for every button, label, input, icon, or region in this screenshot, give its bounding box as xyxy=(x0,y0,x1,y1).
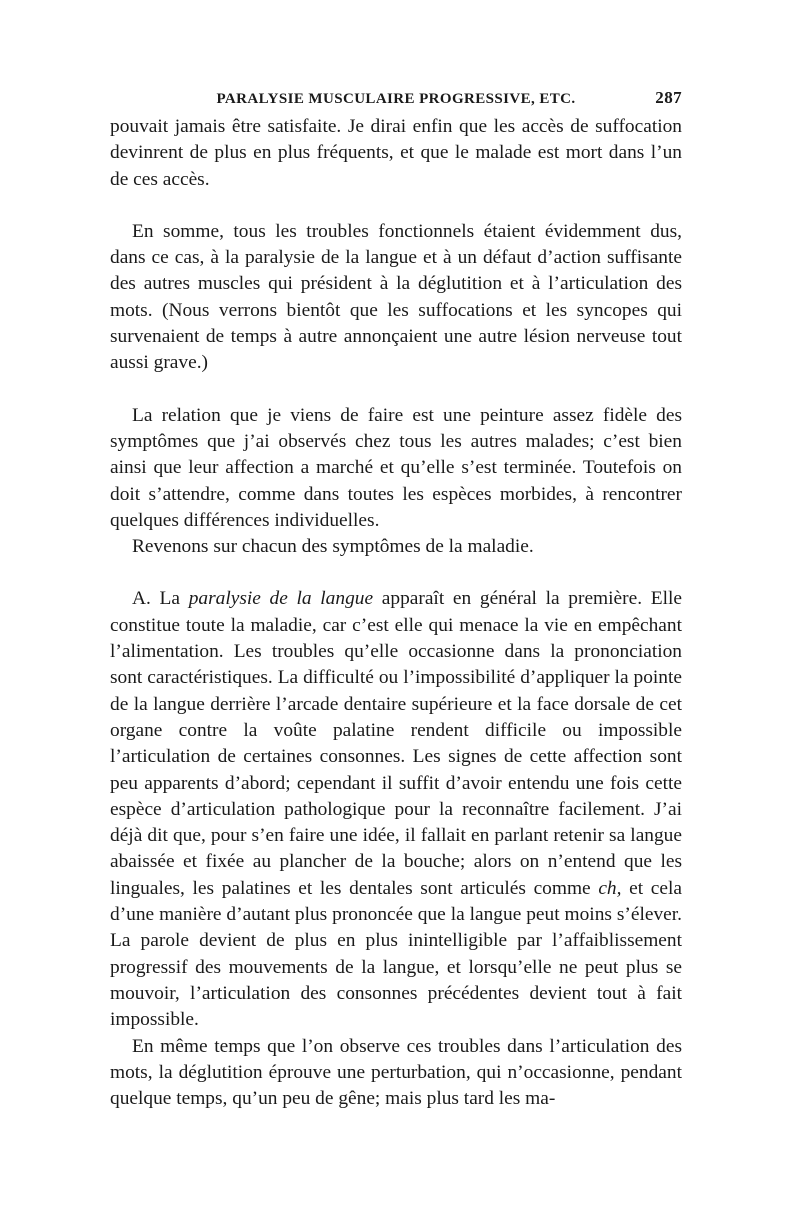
italic-ch: ch, xyxy=(598,877,622,899)
section-label: A. xyxy=(132,588,151,610)
paragraph-tongue-paralysis xyxy=(110,586,682,1033)
paragraph-revenons: Revenons sur chacun des symptômes de la maladie. xyxy=(132,536,534,558)
paragraph-end: et cela d’une manière d’autant plus prononcée que la langue peut moins s’élever. La parole devient de plus en plus inintelligible par l’affaiblissement progressif des mouvements de la langue, et lorsqu’elle ne peut plus se mouvoir, l’articulation des consonnes précédentes devient tout à fait impossible. xyxy=(110,877,682,1031)
running-title: PARALYSIE MUSCULAIRE PROGRESSIVE, ETC. xyxy=(216,91,576,107)
paragraph-body: apparaît en général la première. Elle constitue toute la maladie, car c’est elle qui menace la vie en empêchant l’alimentation. Les troubles qu’elle occasionne dans la prononciation sont caractéristiques. La difficulté ou l’impossibilité d’appliquer la pointe de la langue derrière l’arcade dentaire supérieure et la face dorsale de cet organe contre la voûte palatine rendent difficile ou impossible l’articulation de certaines consonnes. Les signes de cette affection sont peu apparents d’abord; cependant il suffit d’avoir entendu une fois cette espèce d’articulation pathologique pour la reconnaître facilement. J’ai déjà dit que, pour s’en faire une idée, il fallait en parlant retenir sa langue abaissée et fixée au plancher de la bouche; alors on n’entend que les linguales, les palatines et les dentales sont articulés comme xyxy=(110,588,682,899)
italic-term: paralysie de la langue xyxy=(188,588,374,610)
page-number: 287 xyxy=(655,88,682,107)
paragraph-continuation: pouvait jamais être satisfaite. Je dirai enfin que les accès de suffocation devinrent de plus en plus fréquents, et que le malade est mort dans l’un de ces accès. xyxy=(110,116,682,190)
book-page xyxy=(110,88,682,1112)
paragraph-deglutition: En même temps que l’on observe ces troubles dans l’articulation des mots, la déglutition éprouve une perturbation, qui n’occasionne, pendant quelque temps, qu’un peu de gêne; mais plus tard les ma- xyxy=(110,1035,682,1110)
paragraph-relation: La relation que je viens de faire est une peinture assez fidèle des symptômes que j’ai observés chez tous les autres malades; c’est bien ainsi que leur affection a marché et qu’elle s’est terminée. Toutefois on doit s’attendre, comme dans toutes les espèces morbides, à rencontrer quelques différences individuelles. xyxy=(110,404,682,531)
body-text xyxy=(110,114,682,1112)
paragraph-summary: En somme, tous les troubles fonctionnels étaient évidemment dus, dans ce cas, à la paralysie de la langue et à un défaut d’action suffisante des autres muscles qui président à la déglutition et à l’articulation des mots. (Nous verrons bientôt que les suffocations et les syncopes qui survenaient de temps à autre annonçaient une autre lésion nerveuse tout aussi grave.) xyxy=(110,220,682,374)
paragraph-la: La xyxy=(159,588,180,610)
